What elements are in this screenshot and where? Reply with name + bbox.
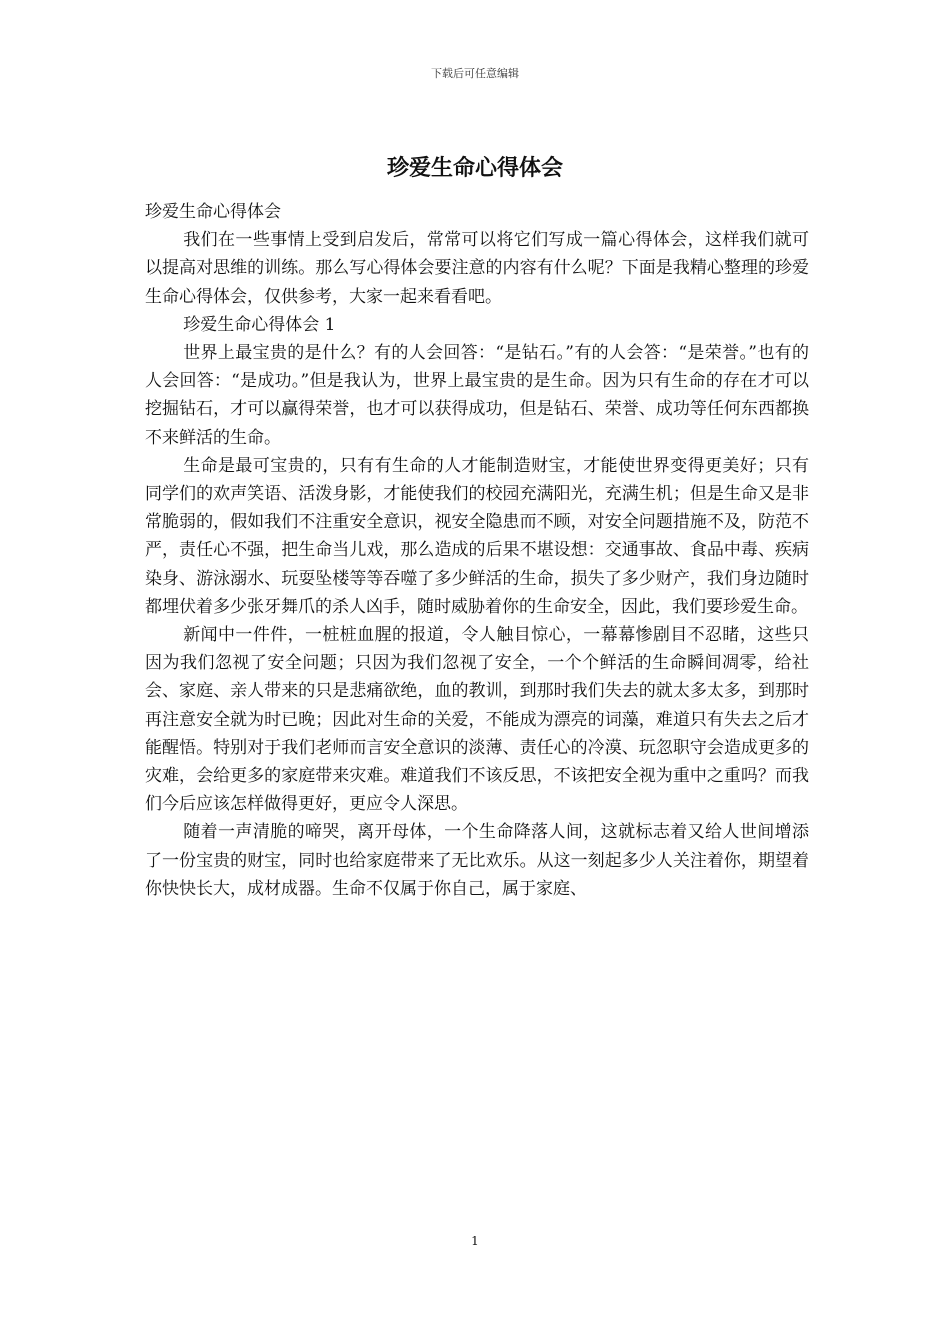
body-paragraph: 随着一声清脆的啼哭，离开母体，一个生命降落人间，这就标志着又给人世间增添了一份宝贵的财宝，同时也给家庭带来了无比欢乐。从这一刻起多少人关注着你，期望着你快快长大，成材成器。生命不仅属于你自己，属于家庭、 xyxy=(145,822,809,899)
body-paragraph: 生命是最可宝贵的，只有有生命的人才能制造财宝，才能使世界变得更美好；只有同学们的欢声笑语、活泼身影，才能使我们的校园充满阳光，充满生机；但是生命又是非常脆弱的，假如我们不注重安全意识，视安全隐患而不顾，对安全问题措施不及，防范不严，责任心不强，把生命当儿戏，那么造成的后果不堪设想：交通事故、食品中毒、疾病染身、游泳溺水、玩耍坠楼等等吞噬了多少鲜活的生命，损失了多少财产，我们身边随时都埋伏着多少张牙舞爪的杀人凶手，随时威胁着你的生命安全，因此，我们要珍爱生命。 xyxy=(145,455,809,617)
section-heading: 珍爱生命心得体会 1 xyxy=(183,314,336,335)
document-body xyxy=(145,198,809,903)
body-paragraph: 世界上最宝贵的是什么？有的人会回答：“是钻石。”有的人会答：“是荣誉。”也有的人会回答：“是成功。”但是我认为，世界上最宝贵的是生命。因为只有生命的存在才可以挖掘钻石，才可以赢得荣誉，也才可以获得成功，但是钻石、荣誉、成功等任何东西都换不来鲜活的生命。 xyxy=(145,343,809,448)
document-subtitle: 珍爱生命心得体会 xyxy=(145,202,281,222)
page-number: 1 xyxy=(471,1234,479,1248)
intro-paragraph: 我们在一些事情上受到启发后，常常可以将它们写成一篇心得体会，这样我们就可以提高对思维的训练。那么写心得体会要注意的内容有什么呢？下面是我精心整理的珍爱生命心得体会，仅供参考，大家一起来看看吧。 xyxy=(145,230,809,307)
document-title: 珍爱生命心得体会 xyxy=(386,155,563,181)
page-header-note: 下载后可任意编辑 xyxy=(431,67,519,80)
body-paragraph: 新闻中一件件，一桩桩血腥的报道，令人触目惊心，一幕幕惨剧目不忍睹，这些只因为我们忽视了安全问题；只因为我们忽视了安全，一个个鲜活的生命瞬间凋零，给社会、家庭、亲人带来的只是悲痛欲绝，血的教训，到那时我们失去的就太多太多，到那时再注意安全就为时已晚；因此对生命的关爱，不能成为漂亮的词藻，难道只有失去之后才能醒悟。特别对于我们老师而言安全意识的淡薄、责任心的冷漠、玩忽职守会造成更多的灾难，会给更多的家庭带来灾难。难道我们不该反思，不该把安全视为重中之重吗？而我们今后应该怎样做得更好，更应令人深思。 xyxy=(145,625,809,815)
